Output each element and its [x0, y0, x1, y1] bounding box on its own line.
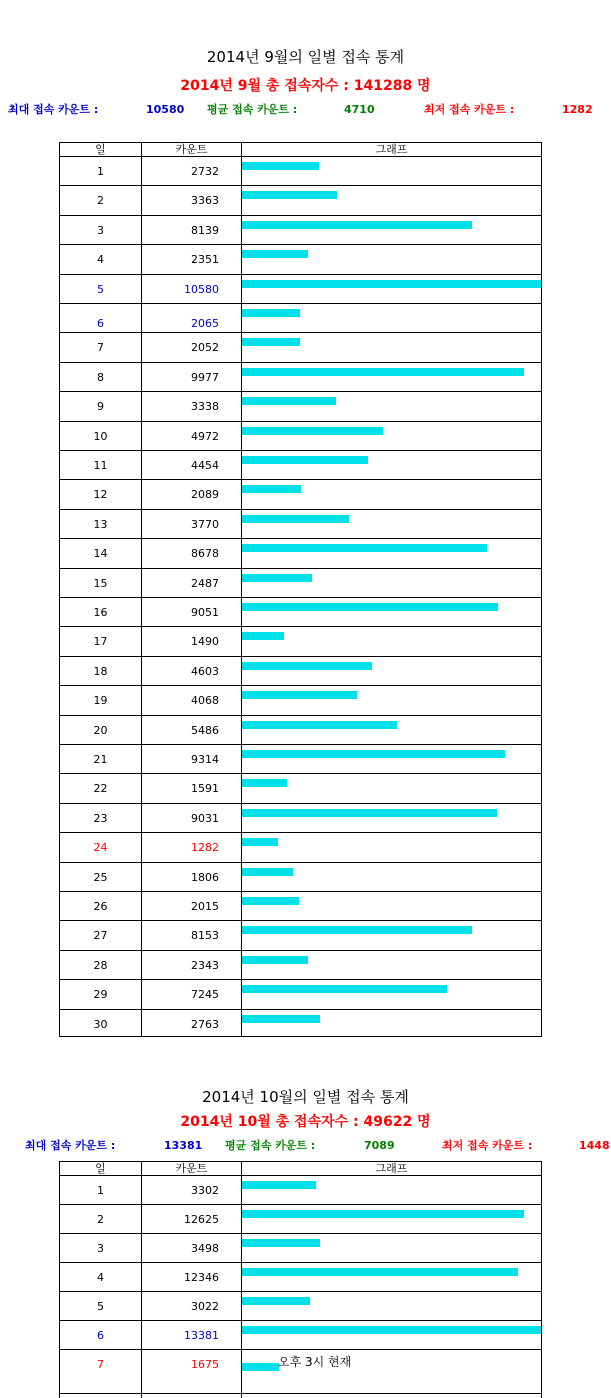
count-cell: 1675 [191, 1358, 219, 1371]
count-bar [242, 574, 312, 582]
day-cell: 1 [97, 165, 104, 178]
count-bar [242, 1210, 524, 1218]
time-note: 오후 3시 현재 [278, 1355, 352, 1369]
count-bar [242, 191, 337, 199]
day-cell: 2 [97, 1213, 104, 1226]
count-cell: 3022 [191, 1300, 219, 1313]
count-bar [242, 309, 300, 317]
table-header [60, 143, 541, 157]
day-cell: 9 [97, 400, 104, 414]
min-label: 최저 접속 카운트 : [442, 1139, 533, 1152]
count-cell: 13381 [184, 1329, 219, 1342]
count-cell: 8153 [191, 929, 219, 943]
day-cell: 23 [93, 811, 108, 825]
count-cell: 2089 [191, 488, 219, 502]
day-cell: 7 [97, 1358, 104, 1371]
day-cell: 28 [93, 958, 108, 972]
day-cell: 16 [93, 606, 108, 619]
max-value: 10580 [146, 103, 185, 116]
count-cell: 3363 [191, 194, 219, 208]
day-cell: 15 [93, 576, 108, 590]
count-cell: 2015 [191, 900, 219, 913]
max-value: 13381 [164, 1139, 203, 1152]
table-row [60, 951, 541, 980]
table-row [60, 921, 541, 950]
day-cell: 26 [93, 900, 108, 913]
count-bar [242, 1363, 279, 1371]
table-row [60, 980, 541, 1009]
count-bar [242, 691, 357, 699]
count-cell: 12625 [184, 1213, 219, 1226]
count-cell: 4972 [191, 429, 219, 443]
count-bar [242, 456, 368, 464]
count-cell: 7245 [191, 988, 219, 1002]
table-row [60, 598, 541, 627]
count-cell: 8139 [191, 223, 219, 237]
day-cell: 7 [97, 341, 104, 355]
header-count: 카운트 [175, 1162, 208, 1175]
day-cell: 17 [93, 635, 108, 649]
table-row [60, 804, 541, 833]
count-cell: 8678 [191, 547, 219, 561]
count-bar [242, 603, 498, 611]
table-row [60, 1263, 541, 1292]
table-row [60, 216, 541, 245]
table-row [60, 716, 541, 745]
table-row [60, 863, 541, 892]
table-row [60, 1176, 541, 1205]
avg-value: 7089 [364, 1139, 395, 1152]
table-row [60, 627, 541, 656]
count-cell: 9051 [191, 606, 219, 619]
day-cell: 20 [93, 723, 108, 737]
count-bar [242, 397, 336, 405]
count-bar [242, 1181, 316, 1189]
header-day: 일 [95, 1162, 106, 1175]
count-cell: 4454 [191, 459, 219, 472]
count-bar [242, 721, 397, 729]
count-cell: 1591 [191, 782, 219, 796]
count-cell: 1490 [191, 635, 219, 649]
table-row [60, 157, 541, 186]
count-bar [242, 750, 505, 758]
count-bar [242, 926, 472, 934]
count-bar [242, 544, 487, 552]
table-row [60, 422, 541, 451]
table-row [60, 569, 541, 598]
month-title: 2014년 9월의 일별 접속 통계 [206, 48, 405, 66]
table-row [60, 1292, 541, 1321]
count-bar [242, 1015, 320, 1023]
count-cell: 1282 [191, 841, 219, 855]
count-bar [242, 1239, 320, 1247]
table-row [60, 333, 541, 362]
header-day: 일 [95, 143, 106, 156]
day-cell: 25 [93, 870, 108, 884]
count-bar [242, 221, 472, 229]
count-cell: 9031 [191, 811, 219, 825]
count-bar [242, 280, 541, 288]
count-cell: 10580 [184, 282, 219, 296]
table-row [60, 363, 541, 392]
daily-stats-table [59, 142, 542, 1037]
day-cell: 5 [97, 282, 104, 296]
count-bar [242, 985, 447, 993]
table-row [60, 833, 541, 862]
daily-stats-table [59, 1161, 542, 1398]
count-cell: 3498 [191, 1242, 219, 1255]
day-cell: 21 [93, 753, 108, 766]
count-bar [242, 632, 284, 640]
avg-value: 4710 [344, 103, 375, 116]
table-row [60, 451, 541, 480]
table-header [60, 1162, 541, 1176]
count-cell: 2052 [191, 341, 219, 355]
day-cell: 27 [93, 929, 108, 943]
count-bar [242, 368, 524, 376]
header-graph: 그래프 [375, 143, 408, 156]
count-bar [242, 1297, 310, 1305]
day-cell: 5 [97, 1300, 104, 1313]
table-row [60, 539, 541, 568]
table-row [60, 1234, 541, 1263]
table-row [60, 686, 541, 715]
table-row [60, 275, 541, 304]
header-graph: 그래프 [375, 1162, 408, 1175]
table-row [60, 745, 541, 774]
count-cell: 3302 [191, 1184, 219, 1197]
day-cell: 30 [93, 1017, 108, 1031]
min-value: 1282 [562, 103, 593, 116]
min-value: 1448 [579, 1139, 610, 1152]
count-cell: 1806 [191, 870, 219, 884]
day-cell: 8 [97, 370, 104, 384]
count-bar [242, 956, 308, 964]
count-bar [242, 809, 497, 817]
count-cell: 9977 [191, 370, 219, 384]
day-cell: 22 [93, 782, 108, 796]
day-cell: 1 [97, 1184, 104, 1197]
table-row [60, 892, 541, 921]
table-row [60, 774, 541, 803]
count-cell: 2351 [191, 253, 219, 267]
count-cell: 4068 [191, 694, 219, 708]
day-cell: 29 [93, 988, 108, 1002]
max-label: 최대 접속 카운트 : [8, 103, 99, 116]
month-total: 2014년 9월 총 접속자수 : 141288 명 [180, 78, 431, 94]
table-row [60, 480, 541, 509]
day-cell: 2 [97, 194, 104, 208]
table-row [60, 186, 541, 215]
day-cell: 10 [93, 429, 108, 443]
count-cell: 2732 [191, 165, 219, 178]
day-cell: 4 [97, 253, 104, 267]
min-label: 최저 접속 카운트 : [424, 103, 515, 116]
day-cell: 6 [97, 1329, 104, 1342]
count-bar [242, 250, 308, 258]
table-row [60, 510, 541, 539]
count-cell: 2487 [191, 576, 219, 590]
count-cell: 3770 [191, 517, 219, 531]
count-bar [242, 427, 383, 435]
day-cell: 3 [97, 223, 104, 237]
table-row [60, 1010, 541, 1039]
count-bar [242, 1268, 518, 1276]
count-cell: 5486 [191, 723, 219, 737]
table-row [60, 1205, 541, 1234]
table-row [60, 1350, 541, 1394]
day-cell: 4 [97, 1271, 104, 1284]
count-bar [242, 897, 299, 905]
day-cell: 6 [97, 317, 104, 330]
day-cell: 11 [93, 459, 108, 472]
count-bar [242, 779, 287, 787]
count-bar [242, 338, 300, 346]
count-bar [242, 485, 301, 493]
count-bar [242, 1326, 541, 1334]
count-bar [242, 662, 372, 670]
month-total: 2014년 10월 총 접속자수 : 49622 명 [180, 1114, 431, 1130]
count-cell: 4603 [191, 664, 219, 678]
avg-label: 평균 접속 카운트 : [207, 103, 298, 116]
day-cell: 14 [93, 547, 108, 561]
count-bar [242, 162, 319, 170]
day-cell: 24 [93, 841, 108, 855]
day-cell: 3 [97, 1242, 104, 1255]
count-cell: 9314 [191, 753, 219, 766]
day-cell: 13 [93, 517, 108, 531]
table-row [60, 392, 541, 421]
count-cell: 12346 [184, 1271, 219, 1284]
count-bar [242, 868, 293, 876]
avg-label: 평균 접속 카운트 : [225, 1139, 316, 1152]
day-cell: 19 [93, 694, 108, 708]
table-row [60, 1321, 541, 1350]
day-cell: 12 [93, 488, 108, 502]
count-cell: 2763 [191, 1017, 219, 1031]
header-count: 카운트 [175, 143, 208, 156]
count-bar [242, 515, 349, 523]
count-cell: 2065 [191, 317, 219, 330]
table-row [60, 245, 541, 274]
day-cell: 18 [93, 664, 108, 678]
month-title: 2014년 10월의 일별 접속 통계 [202, 1088, 409, 1106]
count-cell: 2343 [191, 958, 219, 972]
table-row [60, 304, 541, 333]
count-bar [242, 838, 278, 846]
table-row [60, 657, 541, 686]
count-cell: 3338 [191, 400, 219, 414]
max-label: 최대 접속 카운트 : [25, 1139, 116, 1152]
